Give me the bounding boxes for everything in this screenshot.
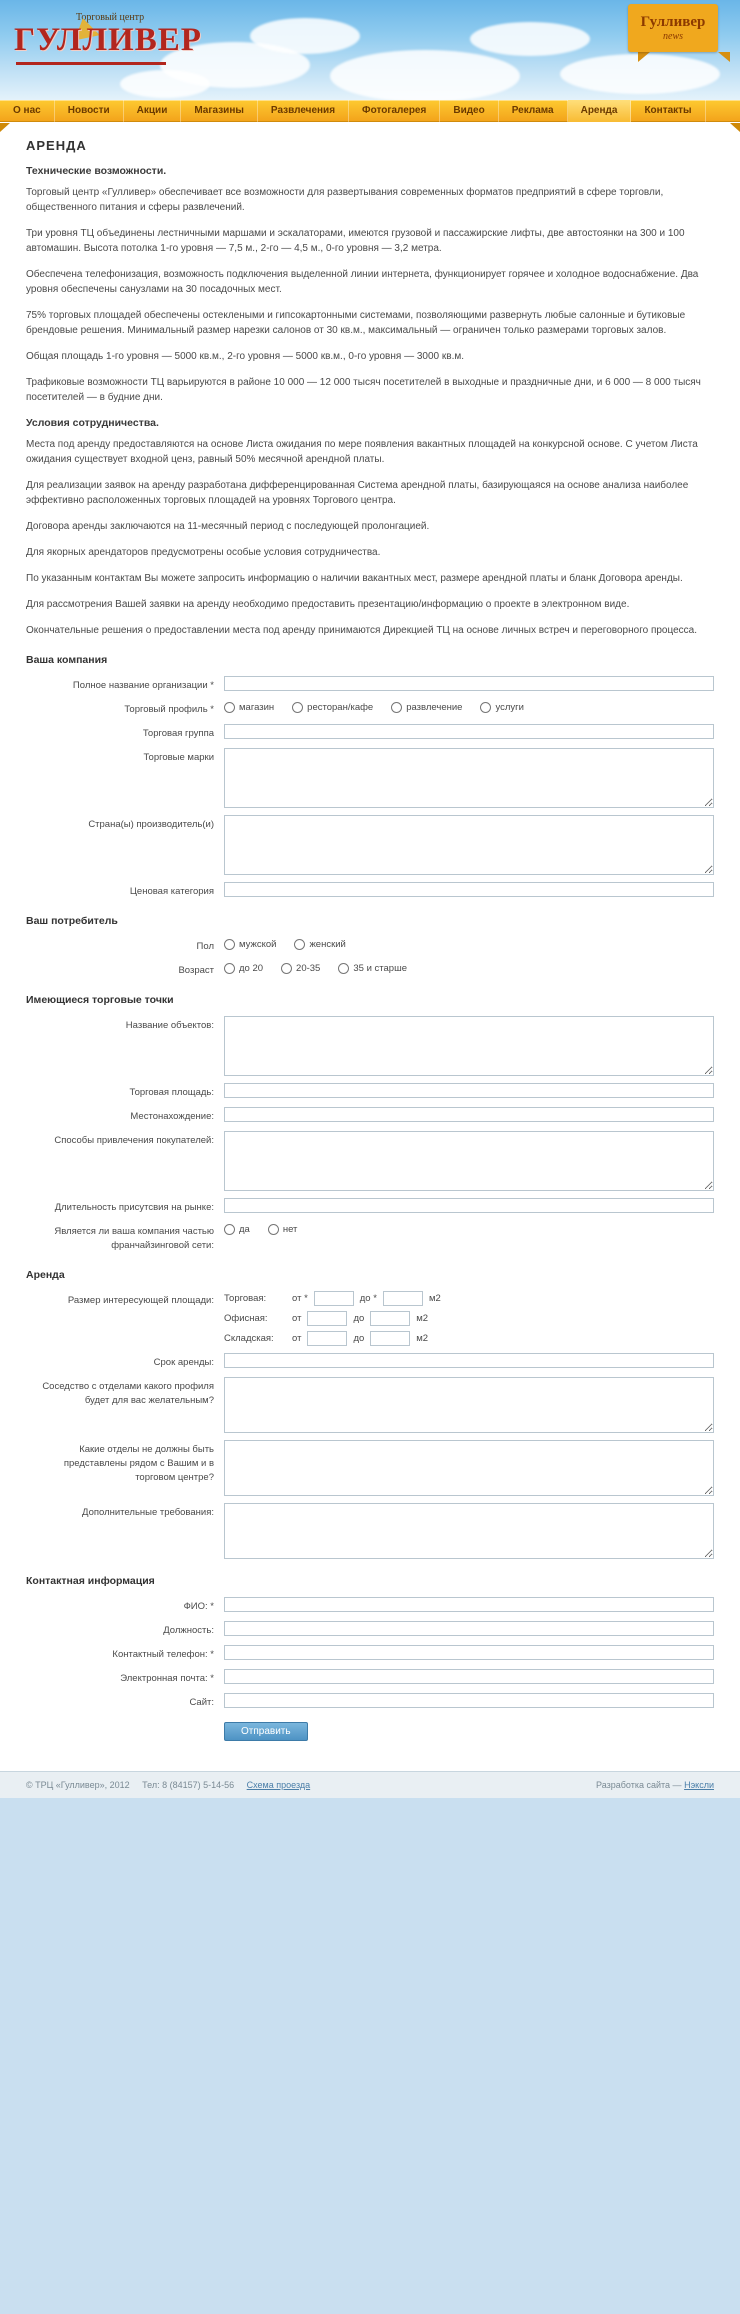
radio-trade-profile-shop[interactable] [224, 702, 274, 713]
nav-tail-right [730, 123, 740, 132]
field-row-market-duration [26, 1198, 714, 1215]
label-email: Электронная почта: * [120, 1673, 214, 1684]
unit-retail: м2 [428, 1293, 441, 1304]
paragraph-11: По указанным контактам Вы можете запросить информацию о наличии вакантных мест, размере арендной платы и бланк Договора аренды. [26, 573, 683, 584]
field-row-age [26, 961, 714, 978]
radio-input-entertainment[interactable] [391, 702, 402, 713]
storage-area-from-input[interactable] [307, 1331, 347, 1346]
radio-input-franchise-yes[interactable] [224, 1224, 235, 1235]
countries-textarea[interactable] [224, 815, 714, 875]
page-title: АРЕНДА [26, 138, 87, 153]
unwanted-textarea[interactable] [224, 1440, 714, 1496]
radio-gender-male[interactable] [224, 939, 276, 950]
radio-age-35plus[interactable] [338, 963, 407, 974]
radio-input-shop[interactable] [224, 702, 235, 713]
label-franchise: Является ли ваша компания частью франчайзинговой сети: [54, 1226, 214, 1251]
nav-item-rent[interactable]: Аренда [568, 100, 632, 122]
submit-spacer [26, 1722, 224, 1741]
price-category-input[interactable] [224, 882, 714, 897]
radio-input-under20[interactable] [224, 963, 235, 974]
radio-label-shop: магазин [239, 702, 275, 713]
storage-area-to-input[interactable] [370, 1331, 410, 1346]
phone-input[interactable] [224, 1645, 714, 1660]
unit-storage: м2 [416, 1333, 429, 1344]
main-navigation [0, 100, 740, 122]
nav-item-news[interactable]: Новости [55, 100, 124, 122]
site-input[interactable] [224, 1693, 714, 1708]
content-shell [0, 122, 740, 1771]
label-retail-to: до * [359, 1293, 377, 1304]
radio-input-services[interactable] [480, 702, 491, 713]
label-site: Сайт: [189, 1697, 214, 1708]
site-footer [0, 1771, 740, 1798]
trade-profile-radio-group [224, 700, 714, 713]
office-area-to-input[interactable] [370, 1311, 410, 1326]
label-neighbors: Соседство с отделами какого профиля будет для вас желательным? [42, 1381, 214, 1406]
label-fio: ФИО: * [183, 1601, 214, 1612]
nav-item-photogallery[interactable]: Фотогалерея [349, 100, 440, 122]
radio-franchise-no[interactable] [268, 1224, 298, 1235]
label-retail-from: от * [292, 1293, 308, 1304]
radio-label-restaurant: ресторан/кафе [307, 702, 374, 713]
company-name-input[interactable] [224, 676, 714, 691]
label-area-office: Офисная: [224, 1313, 268, 1324]
site-logo[interactable] [14, 10, 214, 72]
label-company-name: Полное название организации * [72, 680, 214, 691]
field-row-fio [26, 1597, 714, 1614]
field-row-trade-area [26, 1083, 714, 1100]
footer-right [596, 1780, 714, 1790]
field-row-position [26, 1621, 714, 1638]
age-radio-group [224, 961, 714, 974]
footer-phone: Тел: 8 (84157) 5-14-56 [142, 1780, 235, 1790]
radio-input-20-35[interactable] [281, 963, 292, 974]
paragraph-7: Места под аренду предоставляются на основе Листа ожидания по мере появления вакантных площадей на конкурсной основе. С учетом Листа ожидания существует входной ценз, равный 50% месячной арендной платы. [26, 439, 698, 465]
label-market-duration: Длительность присутсвия на рынке: [54, 1202, 214, 1213]
neighbors-textarea[interactable] [224, 1377, 714, 1433]
trade-area-input[interactable] [224, 1083, 714, 1098]
site-header [0, 0, 740, 100]
nav-item-contacts[interactable]: Контакты [631, 100, 705, 122]
radio-input-male[interactable] [224, 939, 235, 950]
paragraph-3: Обеспечена телефонизация, возможность подключения выделенной линии интернета, функционирует горячее и холодное водоснабжение. Два уровня обеспечены санузлами на 30 посадочных мест. [26, 269, 699, 295]
main-content [0, 122, 740, 1761]
footer-developer-text: Разработка сайта — [596, 1780, 682, 1790]
radio-age-under20[interactable] [224, 963, 263, 974]
label-countries: Страна(ы) производитель(и) [88, 819, 214, 830]
field-row-email [26, 1669, 714, 1686]
cloud-decoration [470, 22, 590, 56]
radio-label-female: женский [309, 939, 346, 950]
label-office-from: от [292, 1313, 302, 1324]
radio-label-20-35: 20-35 [296, 963, 321, 974]
nav-item-about[interactable]: О нас [0, 100, 55, 122]
field-row-area-size [26, 1291, 714, 1346]
cloud-decoration [330, 50, 520, 100]
paragraph-12: Для рассмотрения Вашей заявки на аренду необходимо предоставить презентацию/информацию о проекте в электронном виде. [26, 599, 630, 610]
news-badge[interactable] [628, 4, 718, 52]
paragraph-10: Для якорных арендаторов предусмотрены особые условия сотрудничества. [26, 547, 381, 558]
footer-copyright: © ТРЦ «Гулливер», 2012 [26, 1780, 130, 1790]
label-rent-term: Срок аренды: [153, 1357, 214, 1368]
office-area-from-input[interactable] [307, 1311, 347, 1326]
footer-scheme-link[interactable]: Схема проезда [246, 1780, 311, 1790]
ribbon-left [638, 52, 650, 62]
fio-input[interactable] [224, 1597, 714, 1612]
field-row-price-category [26, 882, 714, 899]
section-heading-technical: Технические возможности. [26, 165, 167, 177]
section-heading-cooperation: Условия сотрудничества. [26, 417, 159, 429]
field-row-gender [26, 937, 714, 954]
footer-left [26, 1780, 310, 1790]
radio-trade-profile-entertainment[interactable] [391, 702, 462, 713]
radio-input-franchise-no[interactable] [268, 1224, 279, 1235]
field-row-site [26, 1693, 714, 1710]
label-trade-area: Торговая площадь: [129, 1087, 214, 1098]
nav-item-shops[interactable]: Магазины [181, 100, 258, 122]
field-row-company-name [26, 676, 714, 693]
radio-label-35plus: 35 и старше [353, 963, 407, 974]
submit-row [26, 1722, 714, 1741]
radio-input-35plus[interactable] [338, 963, 349, 974]
brands-textarea[interactable] [224, 748, 714, 808]
field-row-extra [26, 1503, 714, 1559]
form-section-rent: Аренда [26, 1269, 65, 1281]
cloud-decoration [250, 18, 360, 54]
form-section-company: Ваша компания [26, 654, 108, 666]
trade-group-input[interactable] [224, 724, 714, 739]
label-attraction: Способы привлечения покупателей: [54, 1135, 214, 1146]
news-badge-subtitle: news [663, 31, 683, 42]
attraction-textarea[interactable] [224, 1131, 714, 1191]
form-section-contact: Контактная информация [26, 1575, 155, 1587]
label-age: Возраст [178, 965, 214, 976]
radio-label-under20: до 20 [239, 963, 264, 974]
form-section-points: Имеющиеся торговые точки [26, 994, 174, 1006]
paragraph-1: Торговый центр «Гулливер» обеспечивает все возможности для развертывания современных форматов предприятий в сфере торговли, общественного питания и сферы развлечений. [26, 187, 664, 213]
field-row-location [26, 1107, 714, 1124]
radio-label-services: услуги [495, 702, 524, 713]
area-row-storage [224, 1331, 714, 1346]
market-duration-input[interactable] [224, 1198, 714, 1213]
label-phone: Контактный телефон: * [112, 1649, 214, 1660]
label-gender: Пол [196, 941, 214, 952]
submit-button[interactable]: Отправить [224, 1722, 308, 1741]
area-row-office [224, 1311, 714, 1326]
email-input[interactable] [224, 1669, 714, 1684]
nav-item-advertising[interactable]: Реклама [499, 100, 568, 122]
label-area-retail: Торговая: [224, 1293, 267, 1304]
label-extra: Дополнительные требования: [82, 1507, 214, 1518]
rent-term-input[interactable] [224, 1353, 714, 1368]
field-row-trade-group [26, 724, 714, 741]
label-trade-profile: Торговый профиль * [124, 704, 214, 715]
radio-label-franchise-no: нет [282, 1224, 298, 1235]
field-row-rent-term [26, 1353, 714, 1370]
radio-trade-profile-restaurant[interactable] [292, 702, 373, 713]
field-row-objects [26, 1016, 714, 1076]
field-row-brands [26, 748, 714, 808]
nav-tail-left [0, 123, 10, 132]
objects-textarea[interactable] [224, 1016, 714, 1076]
nav-item-promotions[interactable]: Акции [124, 100, 182, 122]
field-row-neighbors [26, 1377, 714, 1433]
radio-franchise-yes[interactable] [224, 1224, 250, 1235]
label-brands: Торговые марки [143, 752, 214, 763]
radio-gender-female[interactable] [294, 939, 345, 950]
retail-area-to-input[interactable] [383, 1291, 423, 1306]
form-section-consumer: Ваш потребитель [26, 915, 118, 927]
label-location: Местонахождение: [130, 1111, 214, 1122]
label-price-category: Ценовая категория [129, 886, 214, 897]
field-row-unwanted [26, 1440, 714, 1496]
radio-input-female[interactable] [294, 939, 305, 950]
retail-area-from-input[interactable] [314, 1291, 354, 1306]
label-trade-group: Торговая группа [142, 728, 214, 739]
paragraph-2: Три уровня ТЦ объединены лестничными маршами и эскалаторами, имеются грузовой и пассажирские лифты, две автостоянки на 300 и 100 автомашин. Высота потолка 1-го уровня — 7,5 м., 2-го — 4,5 м., 0-го уровня — 3,2 метра. [26, 228, 685, 254]
cloud-decoration [120, 70, 210, 98]
franchise-radio-group [224, 1222, 714, 1235]
paragraph-4: 75% торговых площадей обеспечены остеклеными и гипсокартонными системами, позволяющими развернуть любые салонные и бутиковые брендовые решения. Минимальный размер нарезки салонов от 30 кв.м., максимальный — ограничен только размерами торговых залов. [26, 310, 686, 336]
radio-label-franchise-yes: да [239, 1224, 250, 1235]
field-row-phone [26, 1645, 714, 1662]
label-storage-to: до [353, 1333, 365, 1344]
label-unwanted: Какие отделы не должны быть представлены рядом с Вашим и в торговом центре? [63, 1444, 214, 1483]
extra-textarea[interactable] [224, 1503, 714, 1559]
label-area-size: Размер интересующей площади: [67, 1295, 214, 1306]
ribbon-right [718, 52, 730, 62]
logo-underline [16, 62, 166, 65]
radio-trade-profile-services[interactable] [480, 702, 523, 713]
nav-item-entertainment[interactable]: Развлечения [258, 100, 349, 122]
radio-input-restaurant[interactable] [292, 702, 303, 713]
logo-title: ГУЛЛИВЕР [14, 22, 202, 58]
field-row-franchise [26, 1222, 714, 1253]
label-objects: Название объектов: [125, 1020, 214, 1031]
rent-application-form [26, 654, 714, 1741]
radio-label-entertainment: развлечение [406, 702, 463, 713]
field-row-attraction [26, 1131, 714, 1191]
paragraph-13: Окончательные решения о предоставлении места под аренду принимаются Дирекцией ТЦ на основе личных встреч и переговорного процесса. [26, 625, 698, 636]
field-row-countries [26, 815, 714, 875]
label-office-to: до [353, 1313, 365, 1324]
label-storage-from: от [292, 1333, 302, 1344]
news-badge-title: Гулливер [640, 14, 706, 30]
radio-label-male: мужской [239, 939, 277, 950]
paragraph-5: Общая площадь 1-го уровня — 5000 кв.м., 2-го уровня — 5000 кв.м., 0-го уровня — 3000 кв.м. [26, 351, 464, 362]
location-input[interactable] [224, 1107, 714, 1122]
nav-item-video[interactable]: Видео [440, 100, 498, 122]
paragraph-9: Договора аренды заключаются на 11-месячный период с последующей пролонгацией. [26, 521, 430, 532]
logo-subtitle: Торговый центр [76, 12, 145, 23]
area-row-retail [224, 1291, 714, 1306]
footer-developer-link[interactable]: Нэксли [684, 1780, 714, 1790]
unit-office: м2 [416, 1313, 429, 1324]
paragraph-8: Для реализации заявок на аренду разработана дифференцированная Система арендной платы, базирующаяся на основе анализа наиболее эффективно расположенных торговых площадей на уровнях Торгового центра. [26, 480, 689, 506]
field-row-trade-profile [26, 700, 714, 717]
radio-age-20-35[interactable] [281, 963, 320, 974]
position-input[interactable] [224, 1621, 714, 1636]
gender-radio-group [224, 937, 714, 950]
label-area-storage: Складская: [224, 1333, 274, 1344]
paragraph-6: Трафиковые возможности ТЦ варьируются в районе 10 000 — 12 000 тысяч посетителей в выходные и праздничные дни, и 6 000 — 8 000 тысяч посетителей — в будние дни. [26, 377, 701, 403]
label-position: Должность: [163, 1625, 214, 1636]
